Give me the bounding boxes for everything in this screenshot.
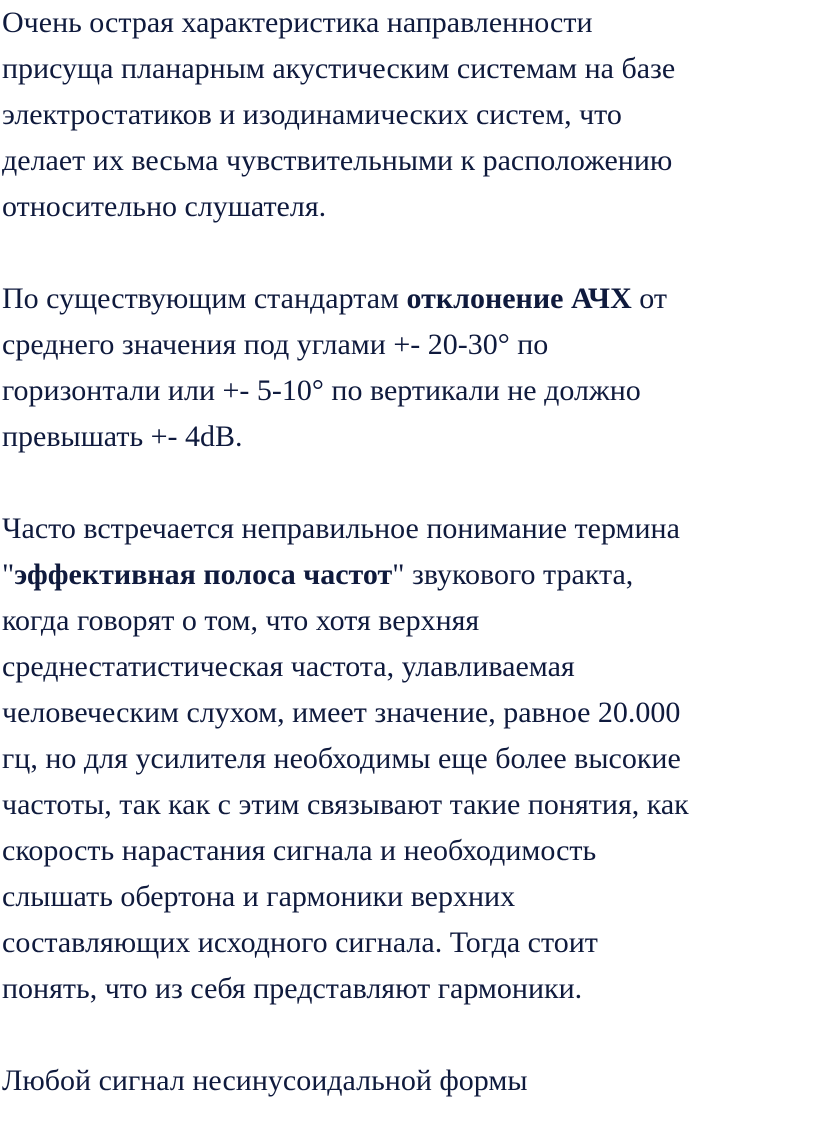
text-line: частоты, так как с этим связывают такие понятия, как	[2, 788, 689, 821]
text-line: Любой сигнал несинусоидальной формы	[2, 1064, 528, 1097]
bold-term-effective-bandwidth: эффективная полоса частот	[14, 558, 393, 591]
text-line: среднего значения под углами +- 20-30° по	[2, 328, 549, 361]
text-line: делает их весьма чувствительными к расположению	[2, 144, 673, 177]
text-line	[2, 276, 812, 322]
text-line: присуща планарным акустическим системам на базе	[2, 52, 676, 85]
paragraph-bandwidth	[2, 506, 812, 1012]
paragraph-gap	[2, 1012, 812, 1058]
paragraph-gap	[2, 230, 812, 276]
text-line: скорость нарастания сигнала и необходимость	[2, 834, 597, 867]
text-run: от	[631, 282, 667, 315]
text-line: превышать +- 4dB.	[2, 420, 243, 453]
document-page	[2, 0, 812, 1104]
text-line: горизонтали или +- 5-10° по вертикали не должно	[2, 374, 641, 407]
text-line: Очень острая характеристика направленности	[2, 6, 593, 39]
text-run: " звукового тракта,	[392, 558, 634, 591]
text-line: гц, но для усилителя необходимы еще более высокие	[2, 742, 681, 775]
paragraph-nonsinusoidal	[2, 1058, 812, 1104]
paragraph-standards	[2, 276, 812, 460]
text-run: "	[2, 558, 15, 591]
text-line	[2, 552, 812, 598]
text-line: электростатиков и изодинамических систем, что	[2, 98, 622, 131]
text-line: когда говорят о том, что хотя верхняя	[2, 604, 480, 637]
text-line: Часто встречается неправильное понимание термина	[2, 512, 680, 545]
text-line: составляющих исходного сигнала. Тогда стоит	[2, 926, 598, 959]
paragraph-directivity	[2, 0, 812, 230]
text-line: слышать обертона и гармоники верхних	[2, 880, 516, 913]
text-line: человеческим слухом, имеет значение, равное 20.000	[2, 696, 681, 729]
text-run: По существующим стандартам	[2, 282, 407, 315]
text-line: понять, что из себя представляют гармоники.	[2, 972, 583, 1005]
text-line: относительно слушателя.	[2, 190, 327, 223]
bold-term-frequency-response: отклонение АЧХ	[406, 282, 632, 315]
paragraph-gap	[2, 460, 812, 506]
text-line: среднестатистическая частота, улавливаемая	[2, 650, 575, 683]
